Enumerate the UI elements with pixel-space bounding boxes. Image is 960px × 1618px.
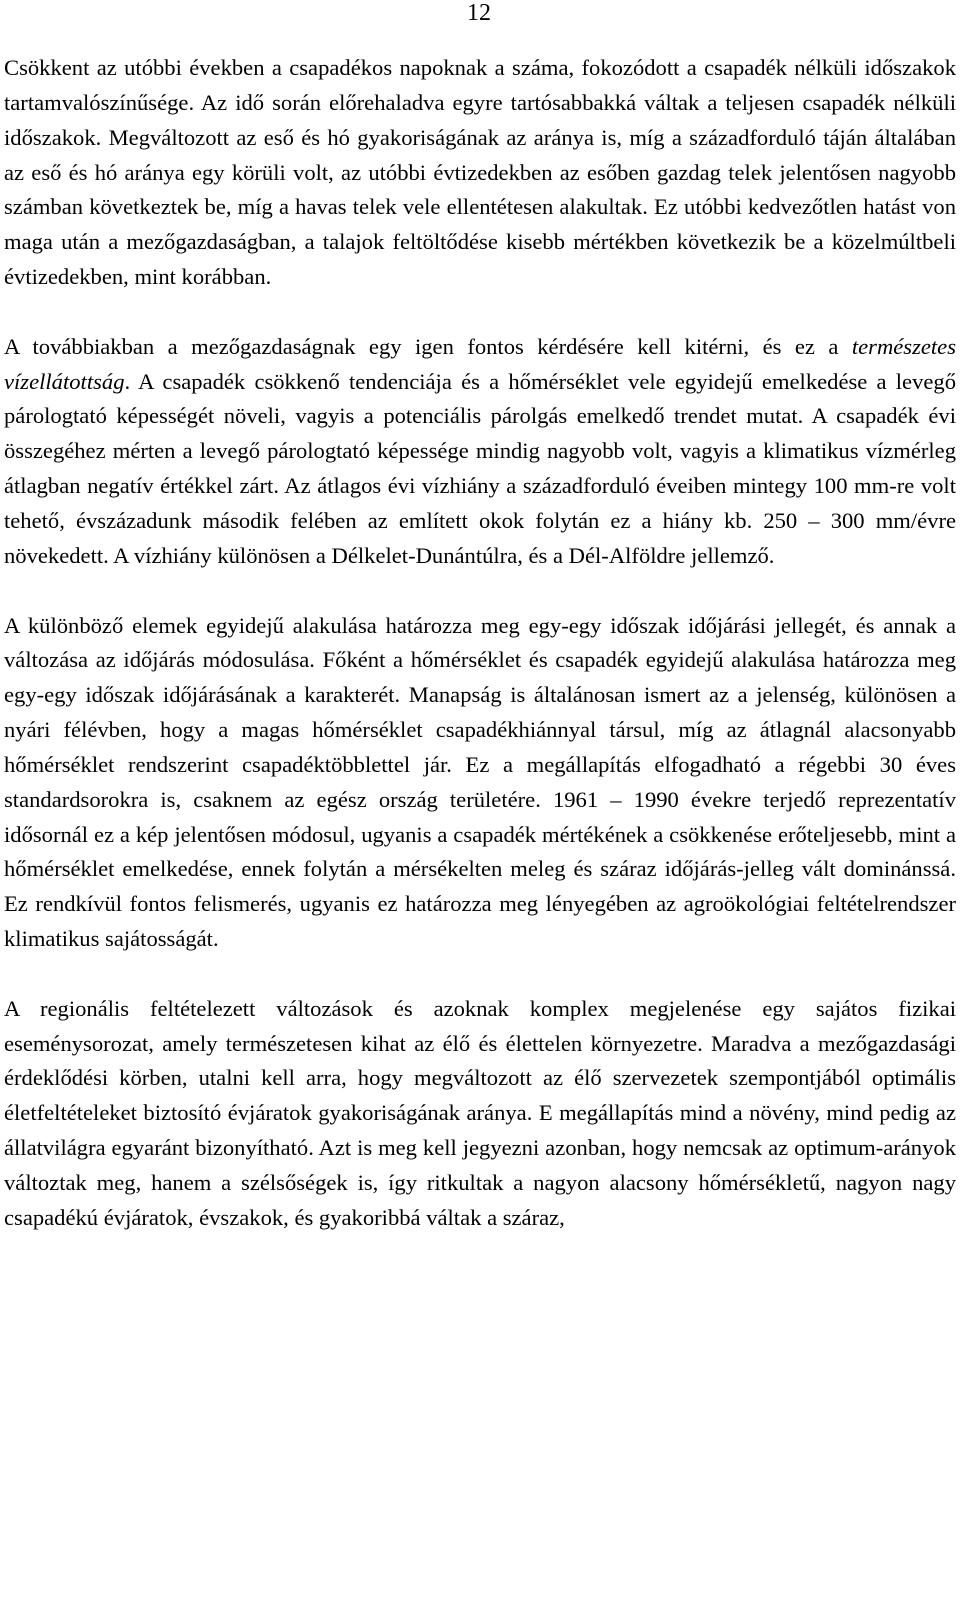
- paragraph-3: A különböző elemek egyidejű alakulása határozza meg egy-egy időszak időjárási jellegét, és annak a változása az időjárás módosulása. Főként a hőmérséklet és csapadék egyidejű alakulása határozza meg egy-egy időszak időjárásának a karakterét. Manapság is általánosan ismert az a jelenség, különösen a nyári félévben, hogy a magas hőmérséklet csapadékhiánnyal társul, míg az átlagnál alacsonyabb hőmérséklet rendszerint csapadéktöbblettel jár. Ez a megállapítás elfogadható a régebbi 30 éves standardsorokra is, csaknem az egész ország területére. 1961 – 1990 évekre terjedő reprezentatív idősornál ez a kép jelentősen módosul, ugyanis a csapadék mértékének a csökkenése erőteljesebb, mint a hőmérséklet emelkedése, ennek folytán a mérsékelten meleg és száraz időjárás-jelleg vált dominánssá. Ez rendkívül fontos felismerés, ugyanis ez határozza meg lényegében az agroökológiai feltételrendszer klimatikus sajátosságát.: [4, 612, 956, 952]
- paragraph-2: [4, 330, 956, 574]
- paragraph-4: A regionális feltételezett változások és azoknak komplex megjelenése egy sajátos fizikai eseménysorozat, amely természetesen kihat az élő és élettelen környezetre. Maradva a mezőgazdasági érdeklődési körben, utalni kell arra, hogy megváltozott az élő szervezetek szempontjából optimális életfeltételeket biztosító évjáratok gyakoriságának aránya. E megállapítás mind a növény, mind pedig az állatvilágra egyaránt bizonyítható. Azt is meg kell jegyezni azonban, hogy nemcsak az optimum-arányok változtak meg, hanem a szélsőségek is, így ritkultak a nagyon alacsony hőmérsékletű, nagyon nagy csapadékú évjáratok, évszakok, és gyakoribbá váltak a száraz,: [4, 995, 956, 1230]
- page-number: 12: [467, 0, 491, 26]
- body-text: [4, 51, 956, 1236]
- emphasized-term: természetes vízellátottság: [4, 333, 956, 394]
- paragraph-1: Csökkent az utóbbi években a csapadékos napoknak a száma, fokozódott a csapadék nélküli időszakok tartamvalószínűsége. Az idő során előrehaladva egyre tartósabbakká váltak a teljesen csapadék nélküli időszakok. Megváltozott az eső és hó gyakoriságának az aránya is, míg a századforduló táján általában az eső és hó aránya egy körüli volt, az utóbbi évtizedekben az esőben gazdag telek jelentősen nagyobb számban következtek be, míg a havas telek vele ellentétesen alakultak. Ez utóbbi kedvezőtlen hatást von maga után a mezőgazdaságban, a talajok feltöltődése kisebb mértékben következik be a közelmúltbeli évtizedekben, mint korábban.: [4, 55, 956, 290]
- paragraph-2-text-after: . A csapadék csökkenő tendenciája és a hőmérséklet vele egyidejű emelkedése a levegő párologtató képességét növeli, vagyis a potenciális párolgás emelkedő trendet mutat. A csapadék évi összegéhez mérten a levegő párologtató képessége mindig nagyobb volt, vagyis a klimatikus vízmérleg átlagban negatív értékkel zárt. Az átlagos évi vízhiány a századforduló éveiben mintegy 100 mm-re volt tehető, évszázadunk második felében az említett okok folytán ez a hiány kb. 250 – 300 mm/évre növekedett. A vízhiány különösen a Délkelet-Dunántúlra, és a Dél-Alföldre jellemző.: [4, 368, 956, 568]
- paragraph-2-text-before: A továbbiakban a mezőgazdaságnak egy igen fontos kérdésére kell kitérni, és ez a: [4, 333, 852, 359]
